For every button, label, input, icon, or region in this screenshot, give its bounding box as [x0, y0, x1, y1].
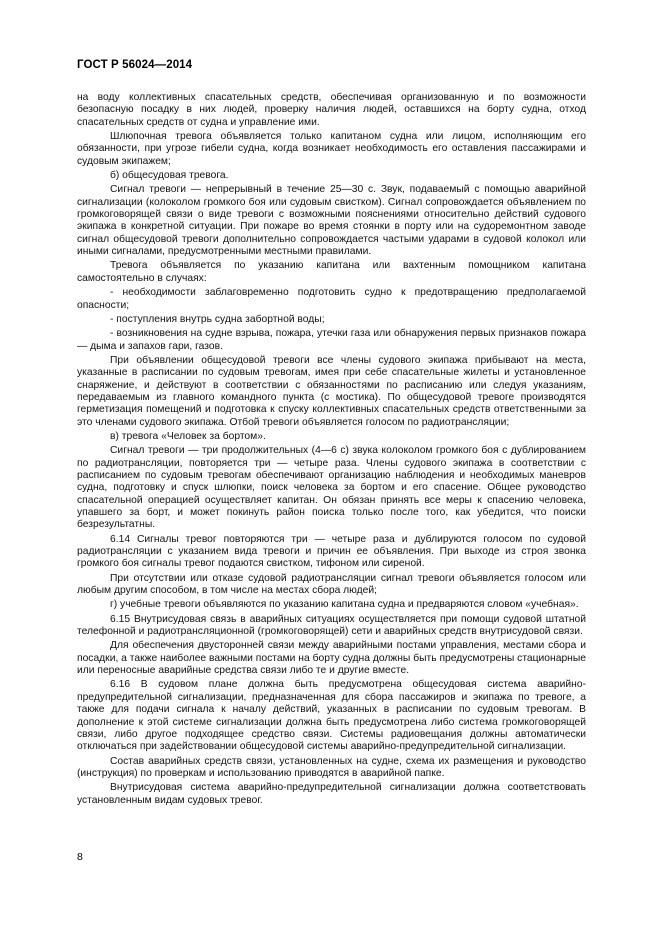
- list-item: - возникновения на судне взрыва, пожара, утечки газа или обнаружения первых признаков пожара — дыма и запахов гари, газов.: [77, 328, 586, 352]
- paragraph: г) учебные тревоги объявляются по указанию капитана судна и предваряются словом «учебная».: [110, 599, 579, 611]
- paragraph: 6.16 В судовом плане должна быть предусмотрена общесудовая система аварийно-предупредительной сигнализации, предназначенная для сбора пассажиров и экипажа по тревоге, а также для подачи сигнала к началу действий, указанных в расписании по судовым тревогам. В дополнение к этой системе сигнализации должна быть предусмотрена либо система громкоговорящей связи, либо другое подходящее средство связи. Системы радиовещания должны автоматически отключаться при задействовании общесудовой системы аварийно-предупредительной сигнализации.: [77, 679, 586, 753]
- standard-header: ГОСТ Р 56024—2014: [77, 59, 193, 71]
- paragraph: 6.14 Сигналы тревог повторяются три — четыре раза и дублируются голосом по судовой радиотрансляции с указанием вида тревоги и причин ее объявления. При выходе из строя звонка громкого боя сигналы тревог подаются свистком, тифоном или сиреной.: [77, 533, 586, 570]
- list-item: - поступления внутрь судна забортной воды;: [110, 313, 325, 325]
- paragraph: Для обеспечения двусторонней связи между аварийными постами управления, местами сбора и посадки, а также наиболее важными постами на борту судна должны быть предусмотрены стационарные или переносные аварийные средства связи либо те и другие вместе.: [77, 640, 586, 677]
- paragraph: Внутрисудовая система аварийно-предупредительной сигнализации должна соответствовать установленным видам судовых тревог.: [77, 782, 586, 806]
- paragraph: Сигнал тревоги — три продолжительных (4—6 с) звука колоколом громкого боя с дублированием по радиотрансляции, повторяется три — четыре раза. Члены судового экипажа в соответствии с расписанием по судовым тревогам обеспечивают организацию наблюдения и необходимых маневров судна, подготовку и спуск шлюпки, поиск человека за бортом и его спасение. Общее руководство спасательной операцией осуществляет капитан. Он обязан принять все меры к спасению человека, упавшего за борт, и может покинуть район поиска только после того, как убедится, что поиски безрезультатны.: [77, 445, 586, 531]
- paragraph: Тревога объявляется по указанию капитана или вахтенным помощником капитана самостоятельно в случаях:: [77, 260, 586, 284]
- paragraph: 6.15 Внутрисудовая связь в аварийных ситуациях осуществляется при помощи судовой штатной телефонной и радиотрансляционной (громкоговорящей) сети и аварийных средств внутрисудовой связи.: [77, 613, 586, 638]
- paragraph: При объявлении общесудовой тревоги все члены судового экипажа прибывают на места, указанные в расписании по судовым тревогам, имея при себе спасательные жилеты и установленное снаряжение, и действуют в соответствии с обязанностями по расписанию или следуя указаниям, передаваемым из главного командного пункта (с мостика). По общесудовой тревоге производятся герметизация помещений и подготовка к спуску коллективных спасательных средств ответственными за это членами судового экипажа. Отбой тревоги объявляется голосом по радиотрансляции;: [77, 354, 586, 428]
- paragraph: Шлюпочная тревога объявляется только капитаном судна или лицом, исполняющим его обязанности, при угрозе гибели судна, когда возникает необходимость его оставления пассажирами и судовым экипажем;: [77, 131, 586, 167]
- paragraph: При отсутствии или отказе судовой радиотрансляции сигнал тревоги объявляется голосом или любым другим способом, в том числе на местах сбора людей;: [77, 572, 586, 597]
- list-item: - необходимости заблаговременно подготовить судно к предотвращению предполагаемой опасности;: [77, 287, 586, 311]
- paragraph: в) тревога «Человек за бортом».: [110, 430, 266, 442]
- paragraph: Сигнал тревоги — непрерывный в течение 25—30 с. Звук, подаваемый с помощью аварийной сигнализации (колоколом громкого боя или судовым свистком). Сигнал сопровождается объявлением по громкоговорящей связи о виде тревоги с возможными пояснениями относительно действий судового экипажа в конкретной ситуации. При пожаре во время стоянки в порту или на судоремонтном заводе сигнал общесудовой тревоги дополнительно сопровождается частыми ударами в судовой колокол или иными сигналами, предусмотренными местными правилами.: [77, 184, 586, 258]
- document-body: [77, 92, 586, 809]
- paragraph: Состав аварийных средств связи, установленных на судне, схема их размещения и руководство (инструкция) по проверкам и использованию приводятся в аварийной папке.: [77, 755, 586, 779]
- paragraph: б) общесудовая тревога.: [110, 170, 229, 182]
- paragraph: на воду коллективных спасательных средств, обеспечивая организованную и по возможности безопасную посадку в них людей, проверку наличия людей, оставшихся на борту судна, отход спасательных средств от судна и управление ими.: [77, 92, 586, 128]
- page-number: 8: [77, 851, 83, 863]
